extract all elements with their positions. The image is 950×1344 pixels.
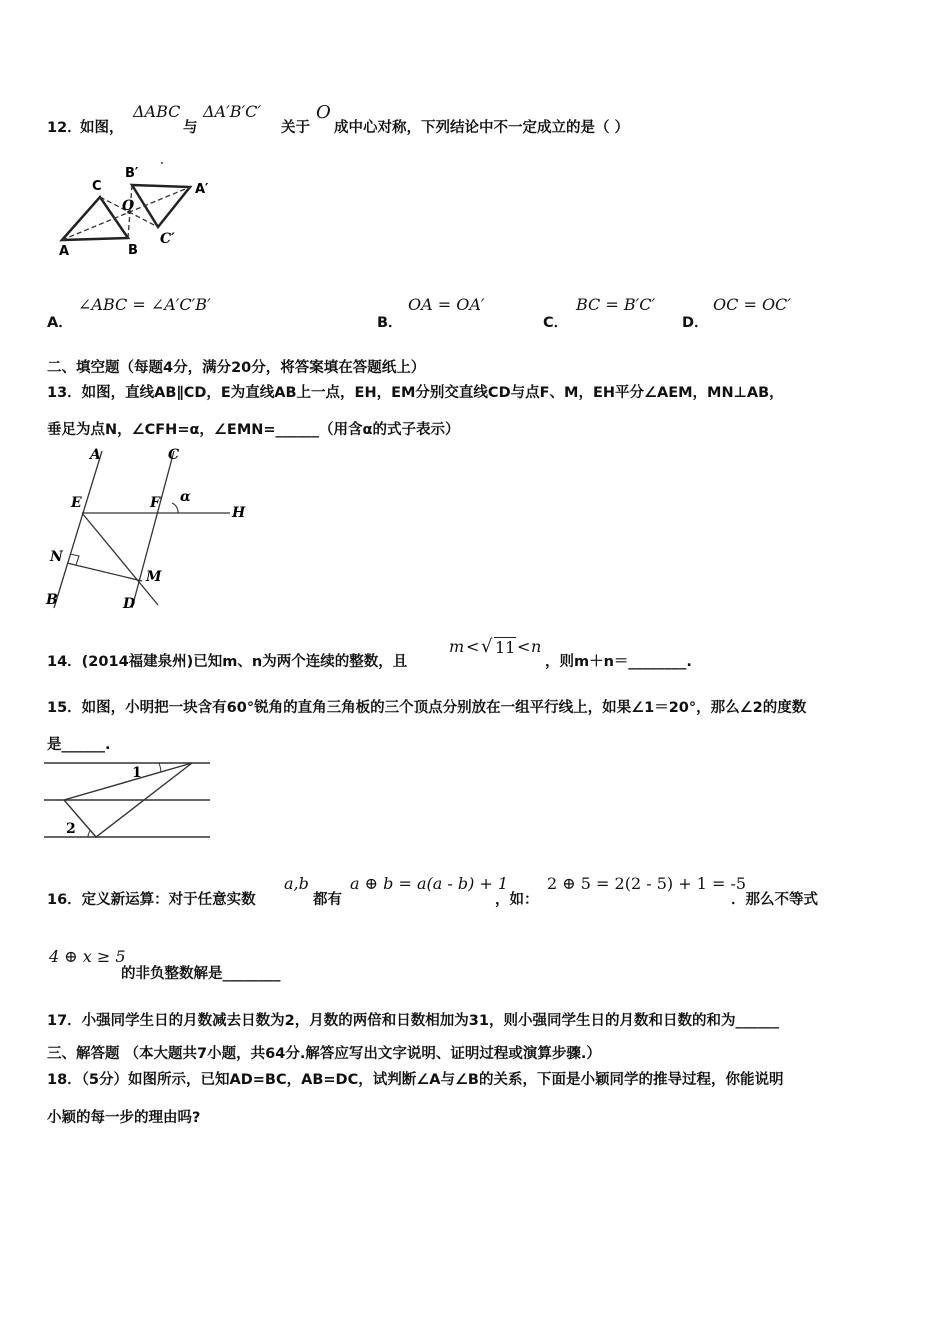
q12-text-2: 与: [183, 120, 198, 136]
q12-text-3: 关于: [281, 120, 310, 136]
q12-option-a-letter: A．: [47, 315, 73, 331]
q13-fig-label-h: H: [232, 505, 246, 521]
q16-vars: a,b: [284, 874, 309, 893]
q12-fig-label-o: O: [122, 198, 135, 214]
q12-fig-label-c1: C′: [160, 231, 175, 247]
q12-option-b: OA = OA′: [408, 295, 485, 314]
q14-text-1: 14．(2014福建泉州)已知m、n为两个连续的整数，且: [47, 654, 408, 670]
q13-fig-label-a: A: [90, 447, 101, 463]
q13-fig-label-b: B: [46, 592, 58, 608]
q14-var-m: m: [449, 637, 465, 656]
q12-option-d: OC = OC′: [713, 295, 791, 314]
q14-lt-2: <: [517, 637, 531, 656]
q12-math-o: O: [316, 102, 331, 123]
q12-figure: [50, 155, 225, 265]
q16-text-4: ．那么不等式: [731, 892, 818, 908]
q12-option-c: BC = B′C′: [576, 295, 656, 314]
q15-fig-label-2: 2: [66, 821, 76, 837]
q14-lt-1: <: [466, 637, 480, 656]
q12-fig-label-c: C: [92, 179, 102, 194]
q12-option-c-letter: C．: [543, 315, 569, 331]
q15-line-2: 是______.: [47, 737, 111, 753]
q14-sqrt-sign: √: [481, 636, 493, 657]
q16-example: 2 ⊕ 5 = 2(2 - 5) + 1 = -5: [547, 874, 747, 893]
q12-option-d-letter: D．: [682, 315, 709, 331]
q15-fig-label-1: 1: [132, 765, 142, 781]
q12-option-b-letter: B．: [377, 315, 403, 331]
q12-number: 12．: [47, 120, 82, 136]
q13-fig-label-c: C: [168, 447, 180, 463]
q12-math-abc: ΔABC: [133, 102, 181, 121]
section-3-heading: 三、解答题 （本大题共7小题，共64分.解答应写出文字说明、证明过程或演算步骤.）: [47, 1046, 601, 1062]
q17-text: 17．小强同学生日的月数减去日数为2，月数的两倍和日数相加为31，则小强同学生日的月数和日数的和为______: [47, 1013, 779, 1029]
q14-var-n: n: [531, 637, 542, 656]
q12-math-a1b1c1: ΔA′B′C′: [203, 102, 262, 121]
q16-text-5: 的非负整数解是________: [121, 966, 281, 982]
q13-fig-label-e: E: [71, 495, 82, 511]
q12-fig-label-b: B: [128, 243, 138, 258]
q12-fig-label-a1: A′: [195, 182, 209, 197]
q12-fig-label-b1: B′: [125, 166, 139, 181]
q14-text-2: ，则m＋n＝________.: [545, 654, 692, 670]
q16-text-3: ，如：: [495, 892, 539, 908]
q12-fig-label-a: A: [59, 244, 70, 259]
q13-fig-label-m: M: [146, 569, 162, 585]
q12-text-4: 成中心对称，下列结论中不一定成立的是（ ）: [334, 120, 630, 136]
q16-text-2: 都有: [313, 892, 342, 908]
q13-line-1: 13．如图，直线AB∥CD，E为直线AB上一点，EH，EM分别交直线CD与点F、M，EH平分∠AEM，MN⊥AB，: [47, 385, 784, 401]
section-2-heading: 二、填空题（每题4分，满分20分，将答案填在答题纸上）: [47, 360, 426, 376]
q15-figure: [44, 755, 216, 847]
q12-option-a: ∠ABC = ∠A′C′B′: [78, 295, 211, 314]
q15-line-1: 15．如图，小明把一块含有60°锐角的直角三角板的三个顶点分别放在一组平行线上，如果∠1＝20°，那么∠2的度数: [47, 700, 807, 716]
q12-text-1: 如图，: [80, 120, 124, 136]
q16-definition: a ⊕ b = a(a - b) + 1: [350, 874, 509, 893]
q18-line-1: 18．（5分）如图所示，已知AD=BC，AB=DC，试判断∠A与∠B的关系，下面是小颖同学的推导过程，你能说明: [47, 1072, 784, 1088]
q13-fig-label-n: N: [50, 549, 63, 565]
q13-fig-label-d: D: [123, 596, 136, 612]
q18-line-2: 小颖的每一步的理由吗?: [47, 1110, 201, 1126]
q16-text-1: 16．定义新运算：对于任意实数: [47, 892, 256, 908]
q13-line-2: 垂足为点N，∠CFH=α，∠EMN=______（用含α的式子表示）: [47, 422, 460, 438]
q13-fig-label-f: F: [150, 495, 160, 511]
q16-inequality: 4 ⊕ x ≥ 5: [49, 947, 126, 966]
q14-sqrt-arg: 11: [495, 638, 516, 657]
q13-figure: [40, 443, 260, 615]
q13-fig-label-alpha: α: [180, 489, 191, 505]
